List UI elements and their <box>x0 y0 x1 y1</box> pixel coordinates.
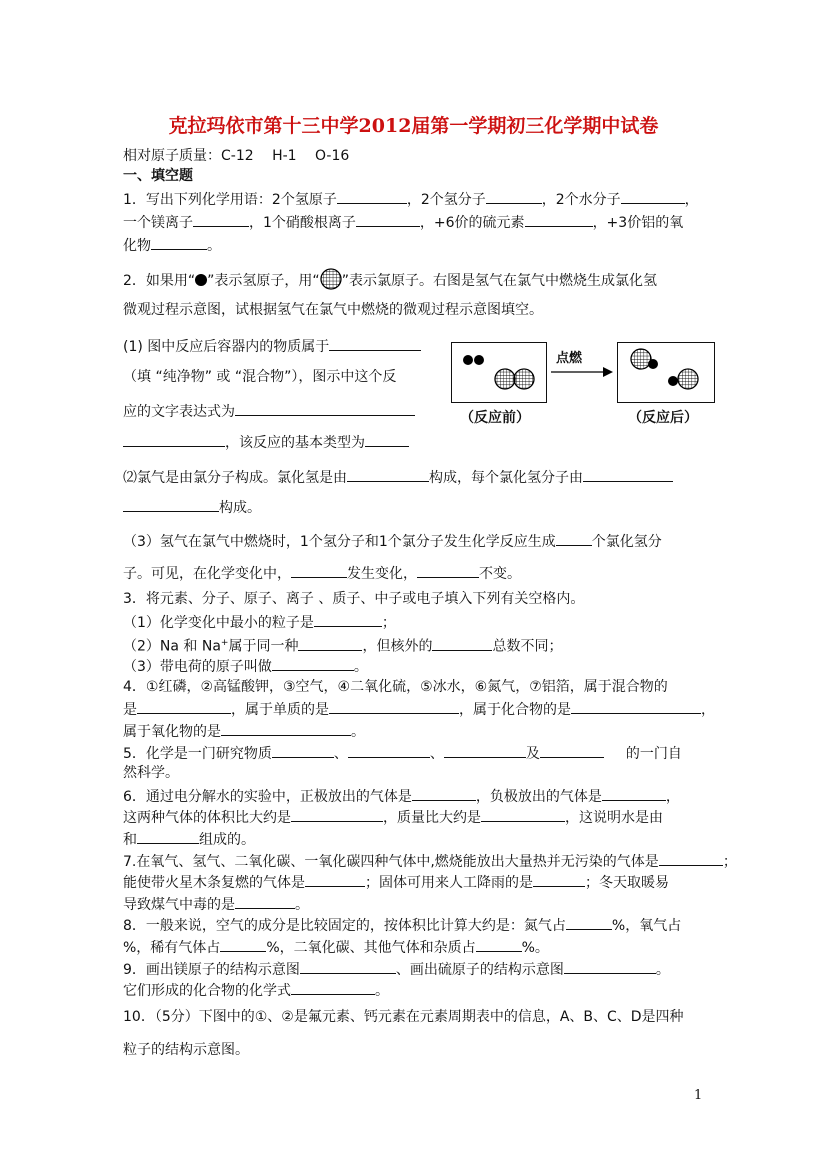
answer-blank[interactable] <box>444 743 526 758</box>
answer-blank[interactable] <box>347 467 429 482</box>
answer-blank[interactable] <box>329 699 459 714</box>
answer-blank[interactable] <box>525 212 593 227</box>
q2-part1-line3: 应的文字表达式为 <box>123 401 415 421</box>
answer-blank[interactable] <box>486 189 542 204</box>
q2-part1-line1: (1) 图中反应后容器内的物质属于 <box>123 336 421 356</box>
hydrogen-atom-icon <box>463 355 473 365</box>
answer-blank[interactable] <box>566 915 612 930</box>
answer-blank[interactable] <box>571 699 701 714</box>
answer-blank[interactable] <box>348 743 430 758</box>
hydrogen-atom-icon <box>668 376 678 386</box>
answer-blank[interactable] <box>329 336 421 351</box>
hydrogen-atom-icon <box>648 359 658 369</box>
answer-blank[interactable] <box>602 786 666 801</box>
answer-blank[interactable] <box>417 563 479 578</box>
answer-blank[interactable] <box>193 212 249 227</box>
answer-blank[interactable] <box>298 636 362 651</box>
answer-blank[interactable] <box>137 699 231 714</box>
q3-line0: 3．将元素、分子、原子、离子 、质子、中子或电子填入下列有关空格内。 <box>123 591 585 607</box>
answer-blank[interactable] <box>235 894 295 909</box>
answer-blank[interactable] <box>533 872 585 887</box>
answer-blank[interactable] <box>123 432 225 447</box>
q1-line1: 1．写出下列化学用语：2个氢原子 ，2个氢分子 ，2个水分子 ， <box>123 189 699 209</box>
q9-line2: 它们形成的化合物的化学式 。 <box>123 980 389 1000</box>
after-particles <box>618 343 714 402</box>
answer-blank[interactable] <box>337 189 407 204</box>
q2-part1-line2: （填 “纯净物” 或 “混合物”），图示中这个反 <box>123 369 397 385</box>
q6-line3: 和 组成的。 <box>123 829 255 849</box>
chlorine-atom-icon <box>631 349 651 369</box>
answer-blank[interactable] <box>556 531 592 546</box>
q6-line2: 这两种气体的体积比大约是 ，质量比大约是 ，这说明水是由 <box>123 807 663 827</box>
q5-line1: 5．化学是一门研究物质 、 、 及 的一门自 <box>123 743 682 763</box>
answer-blank[interactable] <box>291 807 383 822</box>
before-particles <box>452 343 546 402</box>
answer-blank[interactable] <box>235 401 415 416</box>
answer-blank[interactable] <box>621 189 685 204</box>
chlorine-atom-icon <box>678 369 698 389</box>
chlorine-atom-icon <box>495 369 515 389</box>
before-reaction-box <box>451 342 547 403</box>
q2-line2: 微观过程示意图，试根据氢气在氯气中燃烧的微观过程示意图填空。 <box>123 302 543 318</box>
q4-line3: 属于氧化物的是 。 <box>123 721 365 741</box>
answer-blank[interactable] <box>291 980 375 995</box>
page-number: 1 <box>694 1088 703 1103</box>
answer-blank[interactable] <box>659 851 723 866</box>
answer-blank[interactable] <box>356 212 420 227</box>
q2-part3-line1: （3）氢气在氯气中燃烧时，1个氢分子和1个氯分子发生化学反应生成 个氯化氢分 <box>123 531 662 551</box>
answer-blank[interactable] <box>583 467 673 482</box>
q10-line1: 10．（5分）下图中的①、②是氟元素、钙元素在元素周期表中的信息，A、B、C、D是四种 <box>123 1009 684 1025</box>
chlorine-atom-icon <box>514 369 534 389</box>
q7-line1: 7.在氧气、氢气、二氧化碳、一氧化碳四种气体中,燃烧能放出大量热并无污染的气体是 ； <box>123 851 737 871</box>
q4-line1: 4．①红磷，②高锰酸钾，③空气，④二氧化硫，⑤冰水，⑥氮气，⑦铝箔，属于混合物的 <box>123 679 668 695</box>
hydrogen-atom-icon <box>195 274 207 286</box>
q7-line3: 导致煤气中毒的是 。 <box>123 894 309 914</box>
answer-blank[interactable] <box>365 432 409 447</box>
hydrogen-atom-icon <box>474 355 484 365</box>
reaction-condition: 点燃 <box>556 351 583 366</box>
q8-line1: 8．一般来说，空气的成分是比较固定的，按体积比计算大约是：氮气占 %，氧气占 <box>123 915 681 935</box>
answer-blank[interactable] <box>272 743 334 758</box>
after-caption: （反应后） <box>628 410 698 426</box>
answer-blank[interactable] <box>540 743 604 758</box>
section-heading: 一、填空题 <box>123 168 193 184</box>
answer-blank[interactable] <box>432 636 492 651</box>
q4-line2: 是 ，属于单质的是 ，属于化合物的是 ， <box>123 699 715 719</box>
answer-blank[interactable] <box>314 612 382 627</box>
answer-blank[interactable] <box>412 786 476 801</box>
answer-blank[interactable] <box>300 959 396 974</box>
answer-blank[interactable] <box>137 829 199 844</box>
q2-part2-line1: ⑵氯气是由氯分子构成。氯化氢是由 构成，每个氯化氢分子由 <box>123 467 673 487</box>
answer-blank[interactable] <box>564 959 656 974</box>
answer-blank[interactable] <box>305 872 365 887</box>
q3-line3: （3）带电荷的原子叫做 。 <box>123 656 368 676</box>
q2-part3-line2: 子。可见，在化学变化中， 发生变化， 不变。 <box>123 563 521 583</box>
answer-blank[interactable] <box>220 937 266 952</box>
chlorine-atom-icon <box>320 268 342 290</box>
q6-line1: 6．通过电分解水的实验中，正极放出的气体是 ，负极放出的气体是 ， <box>123 786 680 806</box>
answer-blank[interactable] <box>481 807 565 822</box>
q2-part2-line2: 构成。 <box>123 497 261 517</box>
after-reaction-box <box>617 342 715 403</box>
answer-blank[interactable] <box>221 721 351 736</box>
answer-blank[interactable] <box>291 563 347 578</box>
answer-blank[interactable] <box>151 235 207 250</box>
answer-blank[interactable] <box>272 656 354 671</box>
q2-part1-line4: ，该反应的基本类型为 <box>123 432 409 452</box>
q1-line3: 化物 。 <box>123 235 221 255</box>
q5-line2: 然科学。 <box>123 765 179 781</box>
q8-line2: %，稀有气体占 %，二氧化碳、其他气体和杂质占 %。 <box>123 937 549 957</box>
q9-line1: 9．画出镁原子的结构示意图 、画出硫原子的结构示意图 。 <box>123 959 670 979</box>
reaction-arrow-icon <box>550 366 614 378</box>
q3-line2: （2）Na 和 Na+属于同一种 ，但核外的 总数不同； <box>123 634 562 656</box>
answer-blank[interactable] <box>476 937 522 952</box>
q3-line1: （1）化学变化中最小的粒子是 ； <box>123 612 396 632</box>
q1-line2: 一个镁离子 ，1个硝酸根离子 ，+6价的硫元素 ，+3价铝的氧 <box>123 212 683 232</box>
before-caption: （反应前） <box>460 410 530 426</box>
answer-blank[interactable] <box>123 497 219 512</box>
q2-line1: 2．如果用“ ”表示氢原子，用“ ”表示氯原子。右图是氢气在氯气中燃烧生成氯化氢 <box>123 268 657 290</box>
q10-line2: 粒子的结构示意图。 <box>123 1042 249 1058</box>
atomic-mass-line: 相对原子质量：C-12 H-1 O-16 <box>123 148 350 164</box>
exam-title: 克拉玛依市第十三中学2012届第一学期初三化学期中试卷 <box>168 115 659 137</box>
q7-line2: 能使带火星木条复燃的气体是 ；固体可用来人工降雨的是 ；冬天取暖易 <box>123 872 669 892</box>
